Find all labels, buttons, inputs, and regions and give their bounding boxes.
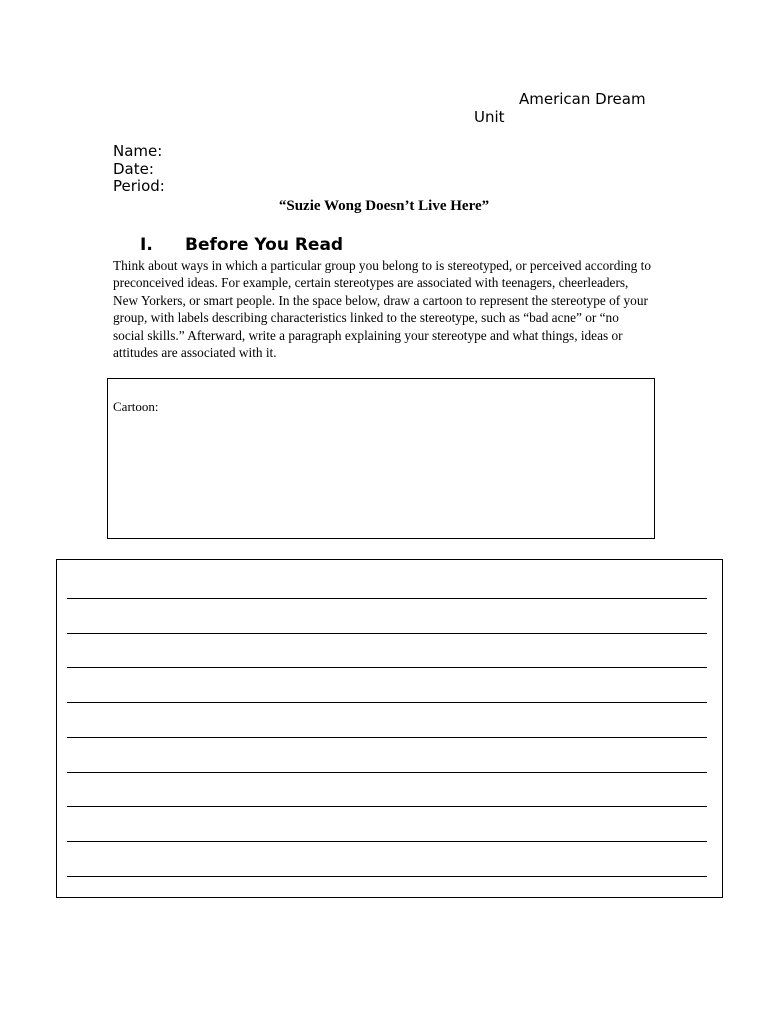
writing-line[interactable]: [67, 772, 707, 773]
writing-line[interactable]: [67, 876, 707, 877]
period-label: Period:: [113, 177, 165, 195]
writing-line[interactable]: [67, 598, 707, 599]
date-label: Date:: [113, 160, 154, 178]
cartoon-label: Cartoon:: [113, 399, 159, 414]
document-title: “Suzie Wong Doesn’t Live Here”: [278, 198, 490, 214]
section-number: I.: [140, 235, 153, 255]
section-heading: [140, 235, 343, 256]
unit-title-line1: American Dream: [519, 90, 646, 108]
writing-line[interactable]: [67, 737, 707, 738]
writing-line[interactable]: [67, 702, 707, 703]
name-label: Name:: [113, 142, 163, 160]
paragraph-writing-area[interactable]: [56, 559, 723, 898]
cartoon-drawing-area[interactable]: [107, 378, 655, 539]
writing-line[interactable]: [67, 633, 707, 634]
writing-line[interactable]: [67, 841, 707, 842]
instructions-paragraph: Think about ways in which a particular group you belong to is stereotyped, or perceived according to preconceived ideas. For example, certain stereotypes are associated with teenagers, cheerleaders, New Yorkers, or smart people. In the space below, draw a cartoon to represent the stereotype of your group, with labels describing characteristics linked to the stereotype, such as “bad acne” or “no social skills.” Afterward, write a paragraph explaining your stereotype and what things, ideas or attitudes are associated with it.: [113, 258, 651, 361]
writing-line[interactable]: [67, 806, 707, 807]
writing-line[interactable]: [67, 667, 707, 668]
unit-title-line2: Unit: [474, 108, 505, 126]
section-heading-text: Before You Read: [185, 235, 344, 255]
